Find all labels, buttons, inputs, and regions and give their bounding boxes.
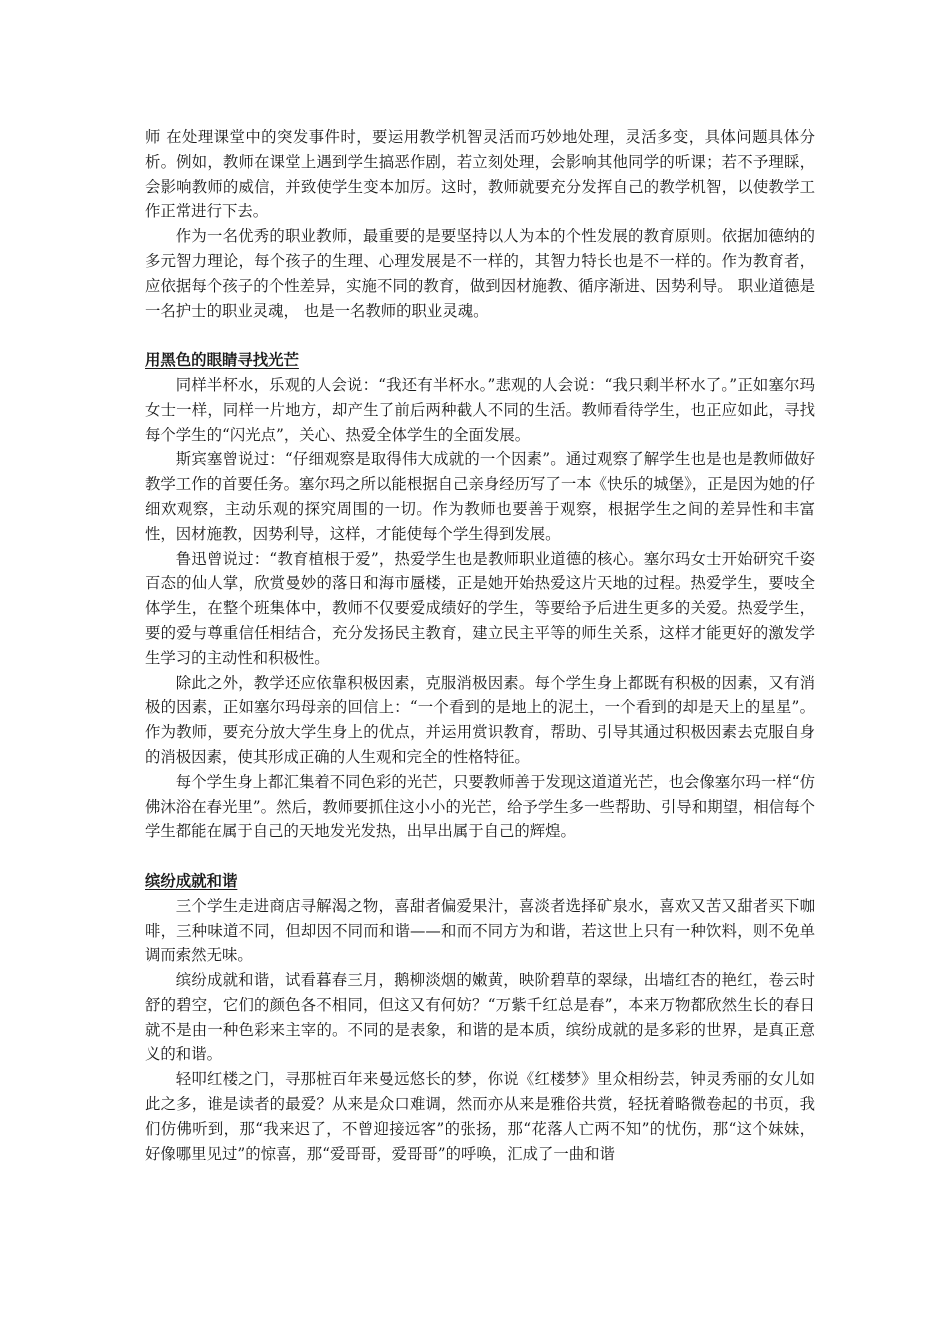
body-paragraph: 鲁迅曾说过：“教育植根于爱”，热爱学生也是教师职业道德的核心。塞尔玛女士开始研究千姿百态的仙人掌，欣赏曼妙的落日和海市蜃楼，正是她开始热爱这片天地的过程。热爱学生，要吱全体学生，在整个班集体中，教师不仅要爱成绩好的学生，等要给予后进生更多的关爱。热爱学生，要的爱与尊重信任相结合，充分发扬民主教育，建立民主平等的师生关系，这样才能更好的激发学生学习的主动性和积极性。 [145,549,815,667]
body-paragraph: 除此之外，教学还应依靠积极因素，克服消极因素。每个学生身上都既有积极的因素，又有消极的因素，正如塞尔玛母亲的回信上：“一个看到的是地上的泥土，一个看到的却是天上的星星”。作为教师，要充分放大学生身上的优点，并运用赏识教育，帮助、引导其通过积极因素去克服自身的消极因素，使其形成正确的人生观和完全的性格特征。 [145,673,815,766]
paragraph-gap [145,323,815,348]
document-body [145,125,815,1166]
body-paragraph: 作为一名优秀的职业教师，最重要的是要坚持以人为本的个性发展的教育原则。依据加德纳的多元智力理论，每个孩子的生理、心理发展是不一样的，其智力特长也是不一样的。作为教育者，应依据每个孩子的个性差异，实施不同的教育，做到因材施教、循序渐进、因势利导。 职业道德是一名护士的职业灵魂， 也是一名教师的职业灵魂。 [145,227,815,320]
body-paragraph: 三个学生走进商店寻解渴之物，喜甜者偏爱果汁，喜淡者选择矿泉水，喜欢又苦又甜者买下咖啡，三种味道不同，但却因不同而和谐——和而不同方为和谐，若这世上只有一种饮料，则不免单调而索然无味。 [145,896,815,965]
section-heading: 缤纷成就和谐 [145,871,238,890]
body-paragraph: 同样半杯水，乐观的人会说：“我还有半杯水。”悲观的人会说：“我只剩半杯水了。”正如塞尔玛女士一样，同样一片地方，却产生了前后两种截人不同的生活。教师看待学生，也正应如此，寻找每个学生的“闪光点”，关心、热爱全体学生的全面发展。 [145,375,815,444]
body-paragraph: 师 在处理课堂中的突发事件时，要运用教学机智灵活而巧妙地处理，灵活多变，具体问题具体分析。例如，教师在课堂上遇到学生搞恶作剧，若立刻处理，会影响其他同学的听课；若不予理睬，会影响教师的威信，并致使学生变本加厉。这时，教师就要充分发挥自己的教学机智，以使教学工作正常进行下去。 [145,128,815,221]
body-paragraph: 每个学生身上都汇集着不同色彩的光芒，只要教师善于发现这道道光芒，也会像塞尔玛一样“仿佛沐浴在春光里”。然后，教师要抓住这小小的光芒，给予学生多一些帮助、引导和期望，相信每个学生都能在属于自己的天地发光发热，出早出属于自己的辉煌。 [145,772,815,841]
body-paragraph: 斯宾塞曾说过：“仔细观察是取得伟大成就的一个因素”。通过观察了解学生也是也是教师做好教学工作的首要任务。塞尔玛之所以能根据自己亲身经历写了一本《快乐的城堡》，正是因为她的仔细欢观察，主动乐观的探究周围的一切。作为教师也要善于观察，根据学生之间的差异性和丰富性，因材施教，因势利导，这样，才能使每个学生得到发展。 [145,450,815,543]
body-paragraph: 轻叩红楼之门，寻那桩百年来曼远悠长的梦，你说《红楼梦》里众相纷芸，钟灵秀丽的女儿如此之多，谁是读者的最爱？从来是众口难调，然而亦从来是雅俗共赏，轻抚着略微卷起的书页，我们仿佛听到，那“我来迟了，不曾迎接远客”的张扬，那“花落人亡两不知”的忧伤，那“这个妹妹，好像哪里见过”的惊喜，那“爱哥哥，爱哥哥”的呼唤，汇成了一曲和谐 [145,1070,815,1163]
body-paragraph: 缤纷成就和谐，试看暮春三月，鹅柳淡烟的嫩黄，映阶碧草的翠绿，出墙红杏的艳红，卷云时舒的碧空，它们的颜色各不相同，但这又有何妨？“万紫千红总是春”，本来万物都欣然生长的春日就不是由一种色彩来主宰的。不同的是表象，和谐的是本质，缤纷成就的是多彩的世界，是真正意义的和谐。 [145,971,815,1064]
section-heading: 用黑色的眼睛寻找光芒 [145,351,299,370]
paragraph-gap [145,844,815,869]
